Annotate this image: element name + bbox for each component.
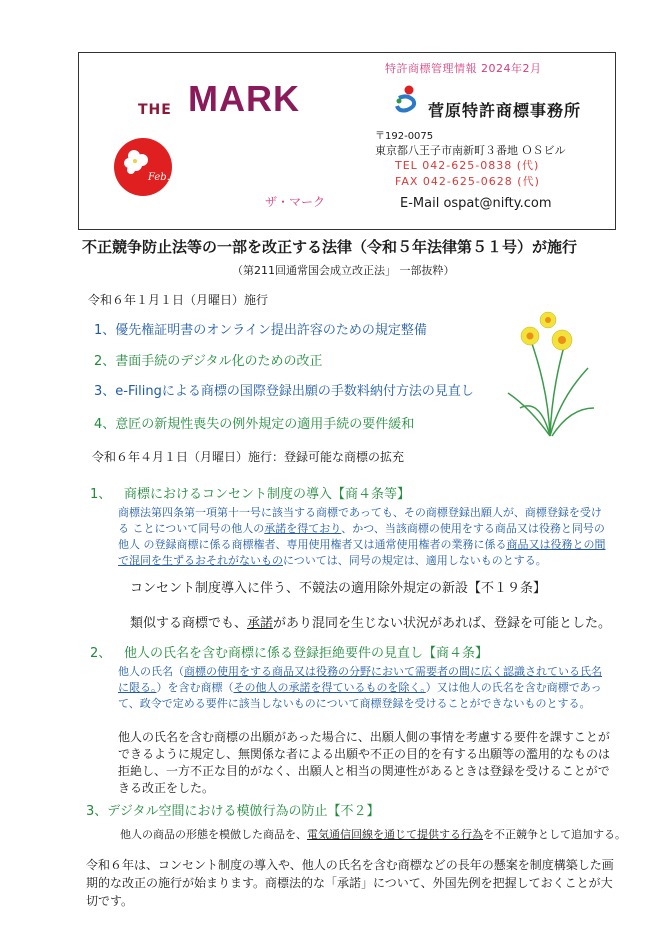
article-subtitle: （第211回通常国会成立改正法」 一部抜粋）: [232, 264, 455, 277]
section-1-title: 商標におけるコンセント制度の導入【商４条等】: [124, 487, 411, 502]
february-flower-logo: [112, 136, 174, 198]
list-item: 1、優先権証明書のオンライン提出許容のための規定整備: [94, 323, 427, 338]
email-address: E-Mail ospat@nifty.com: [400, 196, 552, 211]
firm-address: 東京都八王子市南新町３番地 ＯＳビル: [375, 144, 566, 157]
section-2-law-text: 他人の氏名（商標の使用をする商品又は役務の分野において需要者の間に広く認識されている氏名に限る。）を含む商標（その他人の承諾を得ているものを除く。）又は他人の氏名を含む商標であって、政令で定める要件に該当しないものについて商標登録を受けることができないものとする。: [118, 665, 602, 710]
telephone: TEL 042-625-0838 (代): [395, 159, 540, 172]
section-1-law-text: 商標法第四条第一項第十一号に該当する商標であっても、その商標登録出願人が、商標登録を受ける ことについて同号の他人の承諾を得ており、かつ、当該商標の使用をする商品又は役務と同号の他人 の登録商標に係る商標権者、専用使用権者又は通常使用権者の業務に係る商品又は役務との間で混同を生ずるおそれがないものについては、同号の規定は、適用しないものとする。: [118, 506, 606, 567]
underlined-phrase: その他人の承諾を得ているものを除く。: [233, 681, 426, 694]
section-2-body: 他人の氏名を含む商標の出願があった場合に、出願人側の事情を考慮する要件を課すことができるように規定し、無関係な者による出願や不正の目的を有する出願等の濫用的なものは拒絶し、一方不正な目的がなく、出願人と相当の関連性があるときは登録を受けることができる改正をした。: [118, 730, 611, 795]
section-1-body: 類似する商標でも、承諾があり混同を生じない状況があれば、登録を可能とした。: [130, 616, 612, 631]
za-mark-label: ザ・マーク: [265, 195, 326, 209]
the-label: THE: [138, 102, 172, 118]
closing-paragraph: 令和６年は、コンセント制度の導入や、他人の氏名を含む商標などの長年の懸案を制度構築した画期的な改正の施行が始まります。商標法的な「承諾」について、外国先例を把握しておくことが大切です。: [86, 858, 614, 908]
firm-name: 菅原特許商標事務所: [428, 101, 582, 120]
section-2-number: 2、: [90, 646, 112, 661]
list-item: 4、意匠の新規性喪失の例外規定の適用手続の要件緩和: [94, 417, 415, 432]
effective-date-apr: 令和６年４月１日（月曜日）施行：登録可能な商標の拡充: [92, 450, 405, 464]
firm-logo-icon: [393, 84, 421, 114]
list-item: 2、書面手続のデジタル化のための改正: [94, 354, 323, 369]
section-3-body: 他人の商品の形態を模倣した商品を、電気通信回線を通じて提供する行為を不正競争として追加する。: [120, 828, 626, 841]
effective-date-jan: 令和６年１月１日（月曜日）施行: [88, 293, 269, 307]
underlined-phrase: 承諾: [247, 616, 274, 631]
daffodil-illustration: [490, 298, 600, 438]
list-item: 3、e-Filingによる商標の国際登録出願の手数料納付方法の見直し: [94, 384, 474, 399]
underlined-phrase: 電気通信回線を通じて提供する行為: [307, 828, 483, 841]
underlined-phrase: 承諾を得ており: [264, 522, 342, 535]
section-1-number: 1、: [90, 487, 112, 502]
underlined-phrase: 商標の使用をする商品又は役務の分野において需要者の間に広く認識されている氏名に限る。: [118, 665, 602, 694]
article-title: 不正競争防止法等の一部を改正する法律（令和５年法律第５１号）が施行: [82, 238, 578, 256]
feb-text: Feb.: [148, 172, 170, 183]
section-3-title: 3、デジタル空間における模倣行為の防止【不２】: [86, 804, 380, 819]
section-1-note: コンセント制度導入に伴う、不競法の適用除外規定の新設【不１９条】: [130, 581, 547, 596]
logo-circle: [114, 138, 172, 196]
fax-number: FAX 042-625-0628 (代): [395, 175, 540, 188]
issue-label: 特許商標管理情報 2024年2月: [385, 62, 542, 75]
underlined-phrase: 商品又は役務との間で混同を生ずるおそれがないもの: [118, 538, 606, 567]
section-2-title: 他人の氏名を含む商標に係る登録拒絶要件の見直し【商４条】: [124, 646, 489, 661]
newsletter-title-mark: MARK: [188, 78, 300, 119]
postal-code: 〒192-0075: [375, 131, 434, 142]
